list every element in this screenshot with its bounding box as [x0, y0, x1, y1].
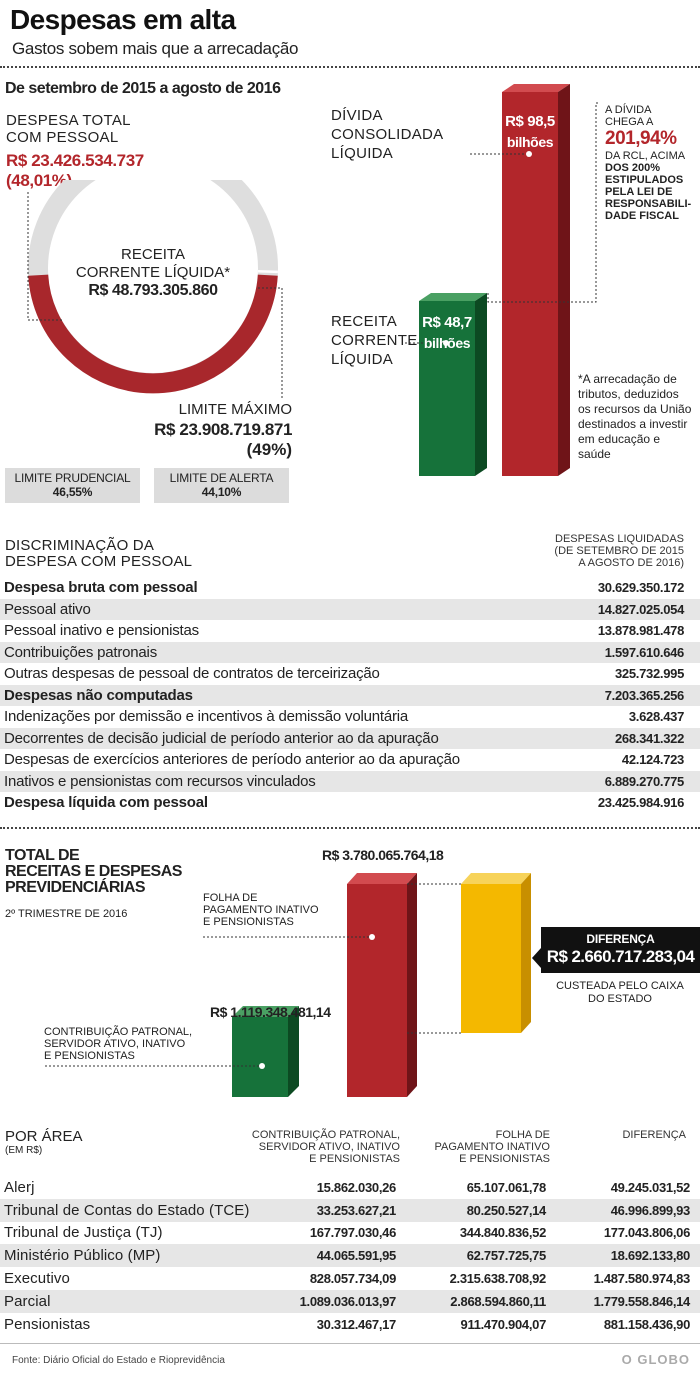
folha-label: FOLHA DE PAGAMENTO INATIVO E PENSIONISTAS [203, 892, 319, 928]
area-column-contribuicao: CONTRIBUIÇÃO PATRONAL, SERVIDOR ATIVO, INATIVO E PENSIONISTAS [251, 1129, 400, 1165]
table-row [0, 1313, 700, 1336]
table-row [0, 620, 700, 642]
table-row [0, 706, 700, 728]
contribuicao-leader-dot [259, 1063, 265, 1069]
ratio-note: A DÍVIDA CHEGA A 201,94% DA RCL, ACIMA DOS 200% ESTIPULADOS PELA LEI DE RESPONSABILI- DADE FISCAL [605, 104, 692, 222]
row-label: Contribuições patronais [4, 643, 157, 661]
table-row [0, 1290, 700, 1313]
personal-leader-dot [63, 317, 69, 323]
row-diferenca: 1.779.558.846,14 [593, 1293, 690, 1309]
folha-bar-side [407, 873, 417, 1097]
diferenca-bar [461, 884, 521, 1033]
footer-divider [0, 1343, 700, 1344]
diferenca-note: CUSTEADA PELO CAIXA DO ESTADO [556, 980, 684, 1005]
table-row [0, 1244, 700, 1267]
previdencia-title: TOTAL DE RECEITAS E DESPESAS PREVIDENCIÁRIAS [5, 847, 182, 896]
row-label: Outras despesas de pessoal de contratos de terceirização [4, 665, 380, 683]
row-diferenca: 49.245.031,52 [610, 1179, 690, 1195]
folha-bar [347, 884, 407, 1097]
row-label: Despesas de exercícios anteriores de período anterior ao da apuração [4, 751, 460, 769]
row-diferenca: 881.158.436,90 [603, 1316, 690, 1332]
table-row [0, 728, 700, 750]
contribuicao-value: R$ 1.119.348.481,14 [210, 1004, 331, 1020]
row-contribuicao: 15.862.030,26 [316, 1179, 396, 1195]
limit-alerta-box: LIMITE DE ALERTA 44,10% [154, 468, 289, 503]
folha-bar-top [347, 873, 417, 884]
row-value: 30.629.350.172 [597, 580, 684, 596]
table-row [0, 642, 700, 664]
row-value: 23.425.984.916 [597, 795, 684, 811]
page-subtitle: Gastos sobem mais que a arrecadação [12, 39, 299, 58]
row-value: 13.878.981.478 [597, 623, 684, 639]
rcl-label: RECEITA CORRENTE LÍQUIDA [331, 313, 418, 368]
source-note: Fonte: Diário Oficial do Estado e Rioprevidência [12, 1355, 225, 1366]
contribuicao-label: CONTRIBUIÇÃO PATRONAL, SERVIDOR ATIVO, INATIVO E PENSIONISTAS [44, 1026, 193, 1062]
personal-label: DESPESA TOTAL COM PESSOAL [6, 112, 131, 146]
row-label: Ministério Público (MP) [4, 1247, 161, 1265]
row-folha: 65.107.061,78 [466, 1179, 546, 1195]
diff-tag-arrow [532, 948, 541, 968]
limit-prudencial-box: LIMITE PRUDENCIAL 46,55% [5, 468, 140, 503]
row-diferenca: 46.996.899,93 [610, 1202, 690, 1218]
row-label: Pessoal inativo e pensionistas [4, 622, 199, 640]
row-folha: 344.840.836,52 [459, 1225, 546, 1241]
row-label: Decorrentes de decisão judicial de período anterior ao da apuração [4, 729, 439, 747]
diferenca-value: R$ 2.660.717.283,04 [546, 947, 695, 966]
discriminacao-table [0, 577, 700, 814]
row-diferenca: 177.043.806,06 [603, 1225, 690, 1241]
row-label: Tribunal de Justiça (TJ) [4, 1224, 163, 1242]
page-title: Despesas em alta [10, 4, 236, 35]
row-diferenca: 1.487.580.974,83 [593, 1271, 690, 1287]
area-column-folha: FOLHA DE PAGAMENTO INATIVO E PENSIONISTAS [434, 1129, 550, 1165]
section-divider [0, 827, 700, 829]
brand-logo: O GLOBO [621, 1352, 690, 1367]
contribuicao-bar [232, 1017, 288, 1097]
row-folha: 80.250.527,14 [466, 1202, 546, 1218]
row-label: Pensionistas [4, 1315, 91, 1333]
row-label: Executivo [4, 1270, 70, 1288]
rcl-value: R$ 48,7 bilhões [422, 314, 472, 351]
table-row [0, 1199, 700, 1222]
row-label: Pessoal ativo [4, 600, 91, 618]
discriminacao-column-header: DESPESAS LIQUIDADAS (DE SETEMBRO DE 2015 A AGOSTO DE 2016) [554, 533, 684, 569]
table-row [0, 771, 700, 793]
row-value: 14.827.025.054 [597, 601, 684, 617]
folha-value: R$ 3.780.065.764,18 [322, 847, 444, 863]
table-row [0, 749, 700, 771]
row-label: Alerj [4, 1178, 35, 1196]
row-label: Tribunal de Contas do Estado (TCE) [4, 1201, 250, 1219]
table-row [0, 1176, 700, 1199]
row-diferenca: 18.692.133,80 [610, 1248, 690, 1264]
row-contribuicao: 30.312.467,17 [316, 1316, 396, 1332]
table-row [0, 1267, 700, 1290]
row-value: 3.628.437 [628, 709, 684, 725]
table-row [0, 663, 700, 685]
table-row [0, 685, 700, 707]
row-value: 1.597.610.646 [604, 644, 684, 660]
personal-value: R$ 23.426.534.737 (48,01%) [6, 151, 144, 190]
row-label: Parcial [4, 1292, 51, 1310]
row-value: 7.203.365.256 [604, 687, 684, 703]
debt-bar-top [502, 84, 570, 92]
area-title: POR ÁREA (EM R$) [5, 1128, 83, 1156]
limit-maximo: LIMITE MÁXIMO R$ 23.908.719.871 (49%) [154, 401, 292, 459]
donut-limit-marker [258, 271, 278, 272]
row-contribuicao: 44.065.591,95 [316, 1248, 396, 1264]
row-contribuicao: 167.797.030,46 [309, 1225, 396, 1241]
previdencia-period: 2º TRIMESTRE DE 2016 [5, 908, 128, 920]
row-label: Indenizações por demissão e incentivos à demissão voluntária [4, 708, 409, 726]
discriminacao-title: DISCRIMINAÇÃO DA DESPESA COM PESSOAL [5, 537, 193, 570]
row-folha: 911.470.904,07 [460, 1316, 546, 1332]
table-row [0, 577, 700, 599]
row-value: 268.341.322 [615, 730, 684, 746]
debt-bar-side [558, 84, 570, 476]
row-contribuicao: 828.057.734,09 [309, 1271, 396, 1287]
row-label: Despesas não computadas [4, 686, 193, 704]
rcl-footnote: *A arrecadação de tributos, deduzidos os recursos da União destinados a investir em educação e saúde [578, 372, 692, 461]
diferenca-bar-side [521, 873, 531, 1033]
header-divider [0, 66, 700, 68]
area-table [0, 1176, 700, 1336]
row-folha: 2.868.594.860,11 [450, 1293, 546, 1309]
row-value: 325.732.995 [615, 666, 684, 682]
row-label: Despesa bruta com pessoal [4, 579, 198, 597]
rcl-bar-side [475, 293, 487, 476]
row-contribuicao: 33.253.627,21 [316, 1202, 396, 1218]
row-contribuicao: 1.089.036.013,97 [299, 1293, 396, 1309]
debt-value: R$ 98,5 bilhões [505, 113, 555, 150]
row-folha: 2.315.638.708,92 [449, 1271, 546, 1287]
table-row [0, 1222, 700, 1245]
row-value: 42.124.723 [621, 752, 684, 768]
row-value: 6.889.270.775 [604, 773, 684, 789]
area-column-diferenca: DIFERENÇA [622, 1129, 686, 1141]
period-label: De setembro de 2015 a agosto de 2016 [5, 80, 281, 97]
table-row [0, 792, 700, 814]
diferenca-title: DIFERENÇA [586, 932, 655, 946]
row-label: Inativos e pensionistas com recursos vinculados [4, 772, 316, 790]
folha-leader-dot [369, 934, 375, 940]
row-folha: 62.757.725,75 [466, 1248, 546, 1264]
diferenca-bar-top [461, 873, 531, 884]
rcl-bar-top [419, 293, 487, 301]
previdencia-chart [0, 840, 700, 1110]
debt-label: DÍVIDA CONSOLIDADA LÍQUIDA [331, 107, 444, 162]
row-label: Despesa líquida com pessoal [4, 794, 208, 812]
donut-center-label: RECEITA CORRENTE LÍQUIDA* R$ 48.793.305.860 [75, 246, 231, 299]
table-row [0, 599, 700, 621]
